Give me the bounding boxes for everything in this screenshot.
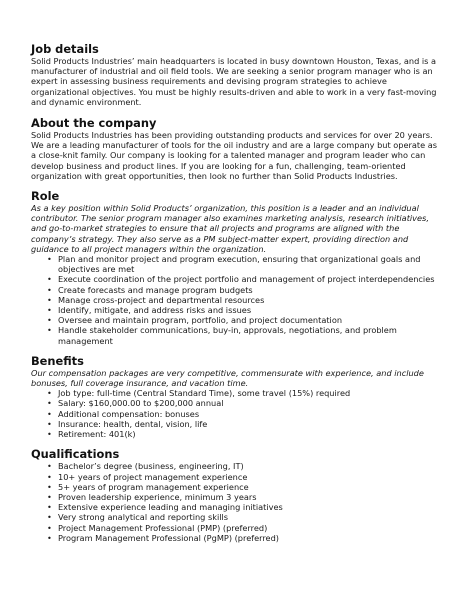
list-item-text: Extensive experience leading and managing initiatives <box>58 502 283 513</box>
section-benefits <box>31 354 444 439</box>
list-item-text: Handle stakeholder communications, buy-in, approvals, negotiations, and problem management <box>58 325 397 346</box>
list-item-text: Salary: $160,000.00 to $200,000 annual <box>58 398 224 409</box>
bullet-icon: • <box>47 429 52 440</box>
bullet-icon: • <box>47 512 52 523</box>
list-item <box>47 398 444 408</box>
bullet-icon: • <box>47 408 52 419</box>
bullet-icon: • <box>47 491 52 502</box>
about-text: Solid Products Industries has been providing outstanding products and services for over 20 years. We are a leading manufacturer of tools for the oil industry and are a large company but operate as a close-knit family. Our company is looking for a talented manager and program leader who can develop business and product lines. If you are looking for a fun, challenging, team-oriented organization with great opportunities, then look no further than Solid Products Industries. <box>31 130 438 181</box>
bullet-icon: • <box>47 284 52 295</box>
list-item <box>47 285 444 295</box>
list-item-text: Create forecasts and manage program budgets <box>58 284 253 295</box>
section-qualifications <box>31 447 444 543</box>
section-job-details <box>31 42 444 107</box>
list-item <box>47 492 444 502</box>
bullet-icon: • <box>47 325 52 336</box>
job-details-text: Solid Products Industries’ main headquarters is located in busy downtown Houston, Texas, and is a manufacturer of industrial and oil field tools. We are seeking a senior program manager who is an expert in assessing business requirements and devising program strategies to achieve organizational objectives. You must be highly results-driven and able to work in a very fast-moving and dynamic environment. <box>31 56 437 107</box>
list-item <box>47 502 444 512</box>
list-item <box>47 533 444 543</box>
list-item <box>47 472 444 482</box>
list-item-text: 5+ years of program management experience <box>58 481 249 492</box>
list-item-text: Program Management Professional (PgMP) (preferred) <box>58 532 279 543</box>
bullet-icon: • <box>47 388 52 399</box>
list-item <box>47 274 444 284</box>
bullet-icon: • <box>47 522 52 533</box>
bullet-icon: • <box>47 398 52 409</box>
list-item <box>47 429 444 439</box>
list-item <box>47 254 444 274</box>
benefits-heading: Benefits <box>31 353 84 368</box>
list-item <box>47 295 444 305</box>
list-item-text: Plan and monitor project and program execution, ensuring that organizational goals and objectives are met <box>58 254 421 275</box>
list-item <box>47 325 444 345</box>
about-heading: About the company <box>31 116 157 131</box>
list-item <box>47 461 444 471</box>
bullet-icon: • <box>47 254 52 265</box>
list-item <box>47 523 444 533</box>
list-item <box>47 315 444 325</box>
list-item-text: Insurance: health, dental, vision, life <box>58 418 208 429</box>
list-item-text: Manage cross-project and departmental resources <box>58 294 265 305</box>
benefits-intro: Our compensation packages are very competitive, commensurate with experience, and include bonuses, full coverage insurance, and vacation time. <box>31 367 424 389</box>
qualifications-list <box>31 461 444 543</box>
list-item-text: Identify, mitigate, and address risks and issues <box>58 305 252 316</box>
qualifications-heading: Qualifications <box>31 447 120 462</box>
list-item-text: Oversee and maintain program, portfolio, and project documentation <box>58 315 343 326</box>
list-item-text: Proven leadership experience, minimum 3 years <box>58 491 257 502</box>
list-item <box>47 512 444 522</box>
role-intro: As a key position within Solid Products’ organization, this position is a leader and an individual contributor. The senior program manager also examines marketing analysis, research initiatives, and go-to-market strategies to ensure that all projects and programs are aligned with the company’s strategy. They also serve as a PM subject-matter expert, providing direction and guidance to all project managers within the organization. <box>31 203 429 254</box>
list-item-text: Bachelor’s degree (business, engineering, IT) <box>58 461 244 472</box>
list-item-text: Very strong analytical and reporting skills <box>58 512 229 523</box>
list-item-text: 10+ years of project management experience <box>58 471 248 482</box>
role-list <box>31 254 444 346</box>
list-item-text: Project Management Professional (PMP) (preferred) <box>58 522 268 533</box>
job-details-heading: Job details <box>31 42 99 56</box>
bullet-icon: • <box>47 532 52 543</box>
benefits-list <box>31 388 444 439</box>
role-heading: Role <box>31 189 60 204</box>
bullet-icon: • <box>47 471 52 482</box>
bullet-icon: • <box>47 274 52 285</box>
list-item <box>47 388 444 398</box>
bullet-icon: • <box>47 461 52 472</box>
list-item <box>47 409 444 419</box>
list-item <box>47 482 444 492</box>
list-item-text: Retirement: 401(k) <box>58 429 136 440</box>
list-item-text: Additional compensation: bonuses <box>58 408 200 419</box>
section-role <box>31 189 444 346</box>
bullet-icon: • <box>47 502 52 513</box>
bullet-icon: • <box>47 294 52 305</box>
bullet-icon: • <box>47 305 52 316</box>
list-item-text: Execute coordination of the project portfolio and management of project interdependencies <box>58 274 435 285</box>
list-item <box>47 419 444 429</box>
list-item <box>47 305 444 315</box>
bullet-icon: • <box>47 418 52 429</box>
list-item-text: Job type: full-time (Central Standard Time), some travel (15%) required <box>58 388 351 399</box>
bullet-icon: • <box>47 315 52 326</box>
section-about-company <box>31 116 444 181</box>
bullet-icon: • <box>47 481 52 492</box>
